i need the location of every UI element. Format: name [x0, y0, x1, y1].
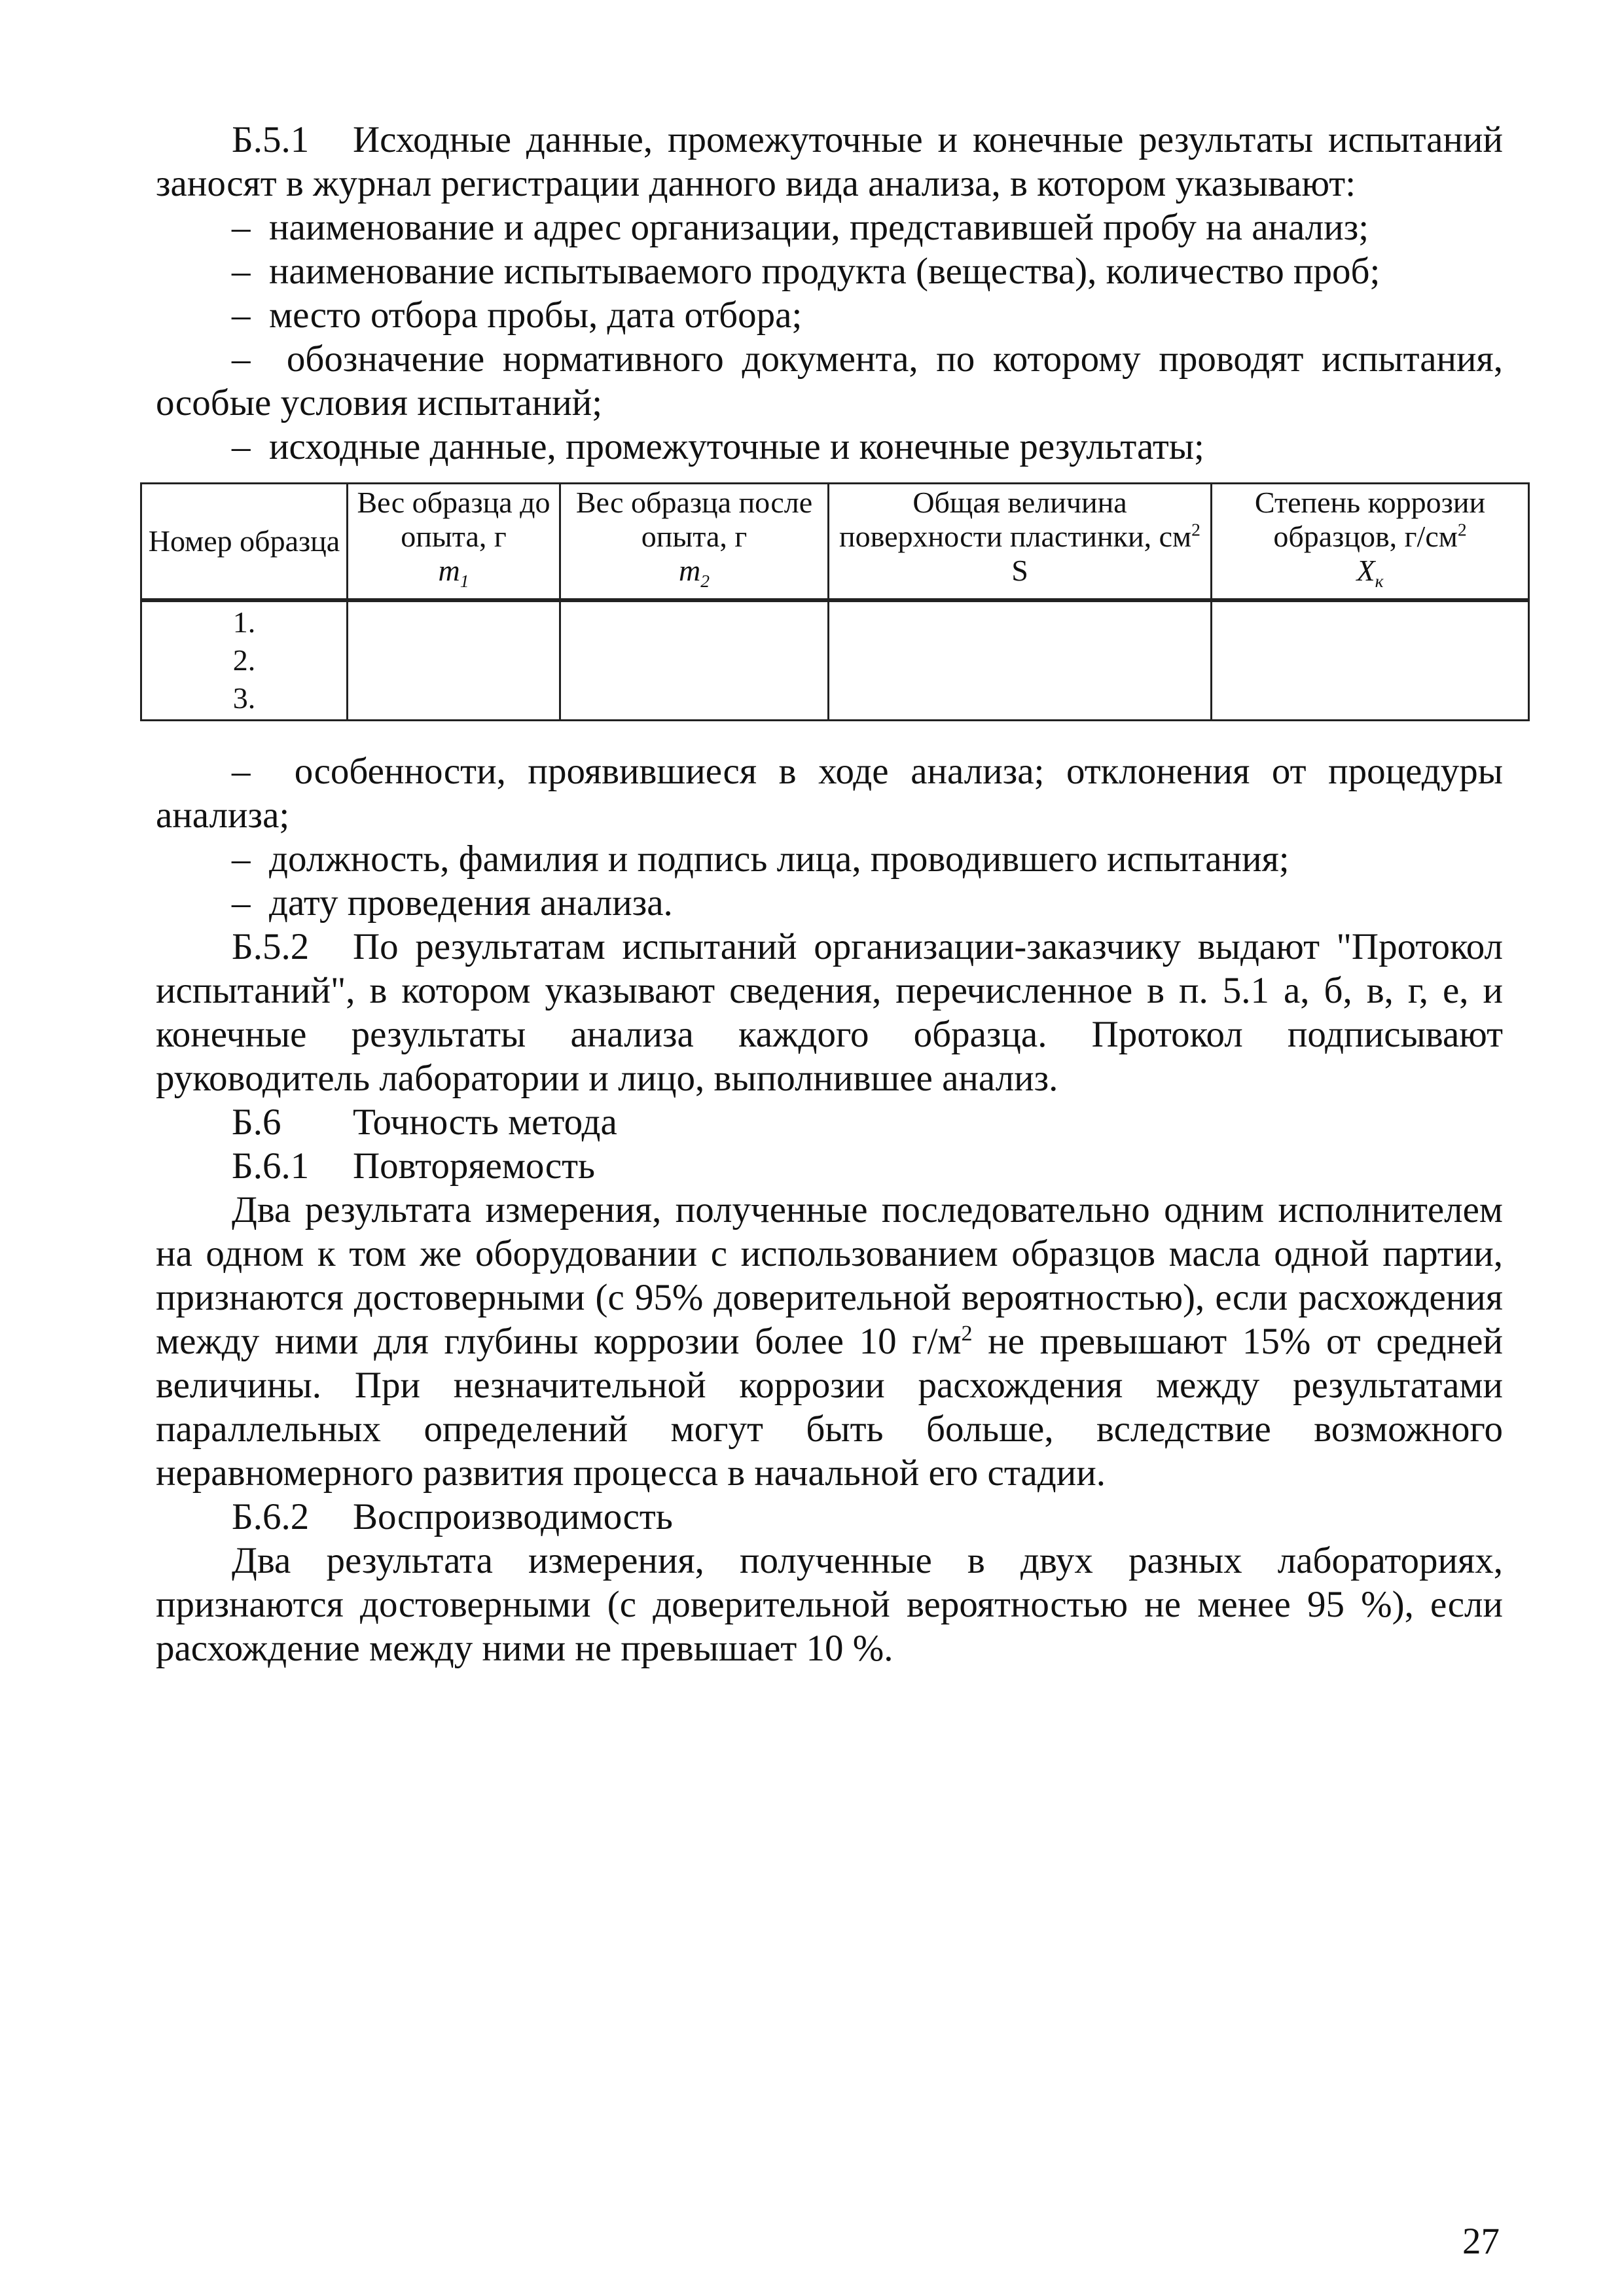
list-item: – должность, фамилия и подпись лица, проводившего испытания; [232, 838, 1290, 880]
list-item: – исходные данные, промежуточные и конечные результаты; [232, 426, 1204, 467]
section-title: Воспроизводимость [353, 1496, 673, 1537]
cell-empty [348, 600, 560, 721]
registration-table [140, 482, 1530, 721]
paragraph-reproducibility: Два результата измерения, полученные в двух разных лабораториях, признаются достоверными (с доверительной вероятностью не менее 95 %), если расхождение между ними не превышает 10 %. [156, 1540, 1503, 1669]
heading-b62 [156, 1495, 1503, 1539]
section-number: Б.5.2 [232, 926, 310, 967]
section-number: Б.6.1 [232, 1145, 310, 1187]
paragraph-repeatability: Два результата измерения, полученные последовательно одним исполнителем на одном к том же оборудовании с использованием образцов масла одной партии, признаются достоверными (с 95% доверительной вероятностью), если расхождения между ними для глубины коррозии более 10 $г/м^2$ не превышают 15% от средней величины. При незначительной коррозии расхождения между результатами параллельных определений могут быть больше, вследствие возможного неравномерного развития процесса в начальной его стадии. [156, 1189, 1503, 1494]
section-number: Б.5.1 [232, 119, 310, 160]
section-number: Б.6.2 [232, 1496, 310, 1537]
paragraph-text: Исходные данные, промежуточные и конечные результаты испытаний заносят в журнал регистрации данного вида анализа, в котором указывают: [156, 119, 1503, 204]
header-weight-before: Вес образца до опыта, г $m_1$ [348, 484, 560, 601]
list-item: – наименование испытываемого продукта (вещества), количество проб; [232, 251, 1380, 292]
cell-empty [560, 600, 829, 721]
cell-empty [829, 600, 1212, 721]
paragraph-b51 [156, 118, 1503, 206]
list-item: – наименование и адрес организации, представившей пробу на анализ; [232, 207, 1369, 248]
header-sample-number: Номер образца [141, 484, 348, 601]
header-weight-after: Вес образца после опыта, г $m_2$ [560, 484, 829, 601]
page-number: 27 [1462, 2221, 1500, 2262]
list-item: – обозначение нормативного документа, по которому проводят испытания, особые условия испытаний; [156, 338, 1504, 423]
cell-empty [1212, 600, 1529, 721]
cell-sample-numbers [141, 600, 348, 721]
list-item: – особенности, проявившиеся в ходе анализа; отклонения от процедуры анализа; [156, 751, 1504, 836]
row-number: 1. [232, 605, 256, 639]
heading-b6 [156, 1100, 1503, 1144]
header-surface-area: Общая величина поверхности пластинки, $см^2$ S [829, 484, 1212, 601]
row-number: 3. [232, 681, 256, 715]
section-number: Б.6 [232, 1102, 281, 1143]
section-title: Повторяемость [353, 1145, 596, 1187]
header-corrosion-degree: Степень коррозии образцов, $г/см^2$ $X_к$ [1212, 484, 1529, 601]
block-before-table [156, 118, 1503, 469]
heading-b61 [156, 1144, 1503, 1188]
paragraph-b52 [156, 925, 1503, 1100]
paragraph-text: По результатам испытаний организации-заказчику выдают "Протокол испытаний", в котором указывают сведения, перечисленное в п. 5.1 а, б, в, г, е, и конечные результаты анализа каждого образца. Протокол подписывают руководитель лаборатории и лицо, выполнившее анализ. [156, 926, 1503, 1099]
table-header-row [141, 484, 1529, 601]
row-number: 2. [232, 643, 256, 677]
list-item: – дату проведения анализа. [232, 882, 673, 924]
list-item: – место отбора пробы, дата отбора; [232, 295, 803, 336]
block-after-table [156, 749, 1503, 1670]
section-title: Точность метода [353, 1102, 617, 1143]
table-row [141, 600, 1529, 721]
